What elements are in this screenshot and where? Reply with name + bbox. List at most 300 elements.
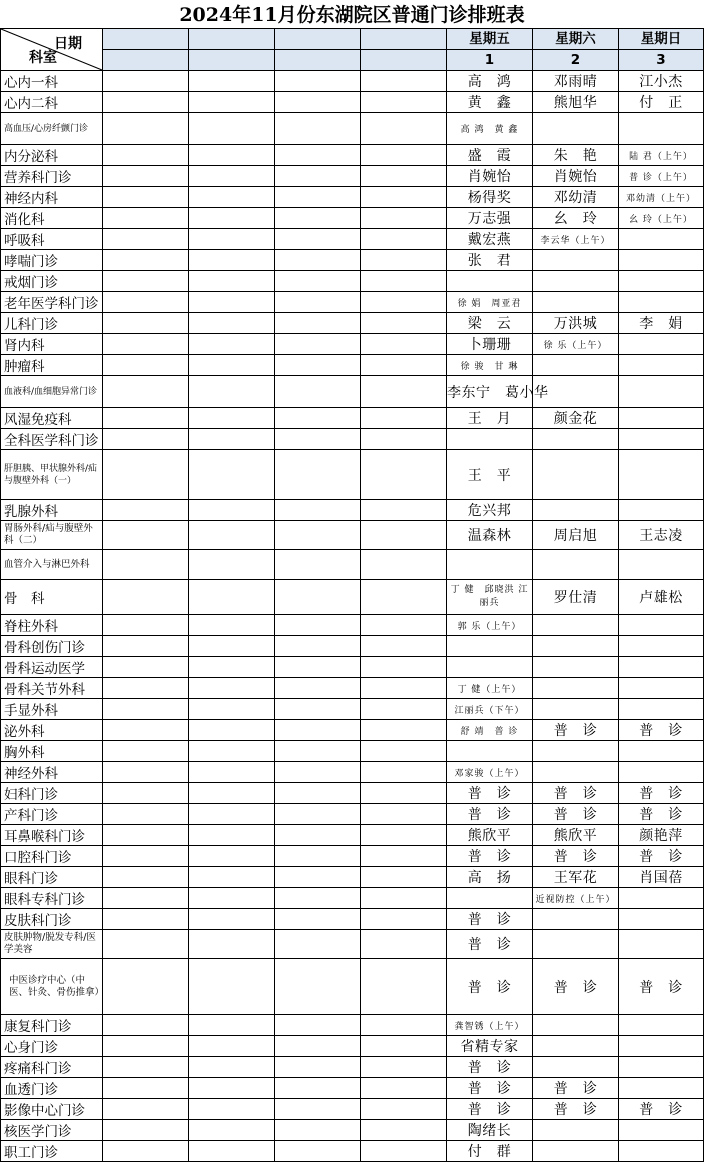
shift-cell-fri: 陶绪长 <box>447 1120 533 1141</box>
dept-name: 骨 科 <box>1 580 103 615</box>
shift-cell-sun <box>619 909 704 930</box>
empty-cell <box>189 741 275 762</box>
header-blank <box>361 50 447 71</box>
empty-cell <box>103 741 189 762</box>
corner-date-label: 日期 <box>54 36 82 52</box>
dept-name: 戒烟门诊 <box>1 271 103 292</box>
shift-cell-sat <box>533 250 619 271</box>
shift-cell-sun <box>619 741 704 762</box>
shift-cell-sun: 王志凌 <box>619 521 704 550</box>
empty-cell <box>361 1057 447 1078</box>
empty-cell <box>361 550 447 580</box>
empty-cell <box>103 930 189 959</box>
weekday-sat: 星期六 <box>533 29 619 50</box>
page-title: 2024年11月份东湖院区普通门诊排班表 <box>179 4 525 26</box>
empty-cell <box>189 250 275 271</box>
shift-cell-sun: 颜艳萍 <box>619 825 704 846</box>
empty-cell <box>103 959 189 1015</box>
empty-cell <box>275 741 361 762</box>
empty-cell <box>189 450 275 500</box>
shift-cell-fri: 危兴邦 <box>447 500 533 521</box>
header-blank <box>275 50 361 71</box>
empty-cell <box>275 1015 361 1036</box>
empty-cell <box>361 615 447 636</box>
shift-cell-fri: 徐 骏 甘 琳 <box>447 355 533 376</box>
shift-cell-sat: 罗仕清 <box>533 580 619 615</box>
table-row <box>1 930 704 959</box>
table-row <box>1 208 704 229</box>
empty-cell <box>103 145 189 166</box>
empty-cell <box>275 71 361 92</box>
empty-cell <box>189 187 275 208</box>
empty-cell <box>361 208 447 229</box>
empty-cell <box>103 229 189 250</box>
dept-name: 骨科运动医学 <box>1 657 103 678</box>
empty-cell <box>275 92 361 113</box>
table-row <box>1 187 704 208</box>
empty-cell <box>103 1036 189 1057</box>
shift-cell-fri: 梁 云 <box>447 313 533 334</box>
shift-cell-sat <box>533 429 619 450</box>
shift-cell-sat <box>533 741 619 762</box>
empty-cell <box>103 762 189 783</box>
shift-cell-sun <box>619 113 704 145</box>
empty-cell <box>361 229 447 250</box>
empty-cell <box>361 271 447 292</box>
shift-cell-fri: 高 鸿 黄 鑫 <box>447 113 533 145</box>
shift-cell-sat <box>533 930 619 959</box>
table-row <box>1 657 704 678</box>
table-row <box>1 959 704 1015</box>
empty-cell <box>275 1036 361 1057</box>
empty-cell <box>361 292 447 313</box>
empty-cell <box>361 313 447 334</box>
header-date-row <box>1 50 704 71</box>
empty-cell <box>189 580 275 615</box>
empty-cell <box>361 166 447 187</box>
empty-cell <box>189 92 275 113</box>
date-sun: 3 <box>619 50 704 71</box>
shift-cell-sat: 邓幼清 <box>533 187 619 208</box>
empty-cell <box>275 208 361 229</box>
header-blank <box>275 29 361 50</box>
table-row <box>1 292 704 313</box>
empty-cell <box>361 657 447 678</box>
shift-cell-fri <box>447 741 533 762</box>
empty-cell <box>275 450 361 500</box>
table-row <box>1 550 704 580</box>
shift-cell-sat: 熊旭华 <box>533 92 619 113</box>
dept-name: 肾内科 <box>1 334 103 355</box>
shift-cell-sun: 肖国蓓 <box>619 867 704 888</box>
empty-cell <box>361 783 447 804</box>
shift-cell-sun: 普 诊 <box>619 783 704 804</box>
shift-cell-sat <box>533 500 619 521</box>
empty-cell <box>103 783 189 804</box>
table-row <box>1 1015 704 1036</box>
dept-name: 影像中心门诊 <box>1 1099 103 1120</box>
empty-cell <box>103 657 189 678</box>
empty-cell <box>103 408 189 429</box>
shift-cell-sat: 邓雨晴 <box>533 71 619 92</box>
dept-name: 心内一科 <box>1 71 103 92</box>
empty-cell <box>361 888 447 909</box>
shift-cell-sun: 普 诊 <box>619 1099 704 1120</box>
shift-cell-sat <box>533 762 619 783</box>
empty-cell <box>275 846 361 867</box>
empty-cell <box>361 580 447 615</box>
dept-name: 消化科 <box>1 208 103 229</box>
empty-cell <box>103 699 189 720</box>
shift-cell-sat: 普 诊 <box>533 720 619 741</box>
table-row <box>1 804 704 825</box>
empty-cell <box>361 720 447 741</box>
empty-cell <box>103 71 189 92</box>
shift-cell-sun: 邓幼清（上午） <box>619 187 704 208</box>
table-row <box>1 615 704 636</box>
shift-cell-fri: 龚智锈（上午） <box>447 1015 533 1036</box>
empty-cell <box>189 867 275 888</box>
header-blank <box>103 29 189 50</box>
empty-cell <box>103 1015 189 1036</box>
empty-cell <box>189 909 275 930</box>
empty-cell <box>189 1141 275 1162</box>
empty-cell <box>275 615 361 636</box>
dept-name: 心身门诊 <box>1 1036 103 1057</box>
empty-cell <box>103 1078 189 1099</box>
empty-cell <box>361 825 447 846</box>
shift-cell-sat <box>533 292 619 313</box>
shift-cell-fri: 徐 娟 周亚君 <box>447 292 533 313</box>
shift-cell-sun <box>619 429 704 450</box>
empty-cell <box>189 783 275 804</box>
empty-cell <box>275 720 361 741</box>
shift-cell-sat: 普 诊 <box>533 1099 619 1120</box>
empty-cell <box>275 500 361 521</box>
shift-cell-sat <box>533 271 619 292</box>
dept-name: 骨科创伤门诊 <box>1 636 103 657</box>
shift-cell-sun <box>619 699 704 720</box>
shift-cell-fri <box>447 657 533 678</box>
header-blank <box>361 29 447 50</box>
dept-name: 妇科门诊 <box>1 783 103 804</box>
shift-cell-sat: 周启旭 <box>533 521 619 550</box>
shift-cell-sun <box>619 408 704 429</box>
shift-cell-sun <box>619 762 704 783</box>
empty-cell <box>361 187 447 208</box>
dept-name: 眼科门诊 <box>1 867 103 888</box>
shift-cell-sun: 普 诊（上午） <box>619 166 704 187</box>
table-row <box>1 250 704 271</box>
shift-cell-fri <box>447 888 533 909</box>
shift-cell-sat <box>533 550 619 580</box>
empty-cell <box>275 145 361 166</box>
dept-name: 脊柱外科 <box>1 615 103 636</box>
dept-name: 内分泌科 <box>1 145 103 166</box>
table-row <box>1 699 704 720</box>
dept-name: 神经内科 <box>1 187 103 208</box>
empty-cell <box>103 580 189 615</box>
empty-cell <box>189 313 275 334</box>
shift-cell-sun <box>619 1036 704 1057</box>
shift-cell-fri: 卜珊珊 <box>447 334 533 355</box>
empty-cell <box>275 1078 361 1099</box>
shift-cell-fri <box>447 550 533 580</box>
shift-cell-fri: 邓家骏（上午） <box>447 762 533 783</box>
shift-cell-sun <box>619 550 704 580</box>
empty-cell <box>275 334 361 355</box>
shift-cell-fri: 张 君 <box>447 250 533 271</box>
dept-name: 康复科门诊 <box>1 1015 103 1036</box>
shift-cell-sat: 熊欣平 <box>533 825 619 846</box>
shift-cell-sun: 普 诊 <box>619 959 704 1015</box>
shift-cell-fri: 普 诊 <box>447 804 533 825</box>
table-row <box>1 145 704 166</box>
empty-cell <box>189 334 275 355</box>
table-row <box>1 888 704 909</box>
shift-cell-fri <box>447 636 533 657</box>
empty-cell <box>189 657 275 678</box>
table-row <box>1 408 704 429</box>
empty-cell <box>189 408 275 429</box>
dept-name: 泌外科 <box>1 720 103 741</box>
shift-cell-sun <box>619 1057 704 1078</box>
shift-cell-sat <box>533 678 619 699</box>
shift-cell-fri: 普 诊 <box>447 959 533 1015</box>
empty-cell <box>103 615 189 636</box>
empty-cell <box>361 846 447 867</box>
shift-cell-sat <box>533 1120 619 1141</box>
empty-cell <box>103 166 189 187</box>
shift-cell-sat: 普 诊 <box>533 1078 619 1099</box>
shift-cell-sat <box>533 636 619 657</box>
empty-cell <box>361 867 447 888</box>
empty-cell <box>275 1120 361 1141</box>
empty-cell <box>189 1057 275 1078</box>
shift-cell-sun <box>619 1120 704 1141</box>
table-row <box>1 783 704 804</box>
shift-cell-sun <box>619 334 704 355</box>
empty-cell <box>275 313 361 334</box>
empty-cell <box>189 762 275 783</box>
empty-cell <box>189 113 275 145</box>
empty-cell <box>361 959 447 1015</box>
dept-name: 心内二科 <box>1 92 103 113</box>
empty-cell <box>103 804 189 825</box>
dept-name: 神经外科 <box>1 762 103 783</box>
shift-cell-sat <box>533 909 619 930</box>
shift-cell-fri: 肖婉怡 <box>447 166 533 187</box>
empty-cell <box>189 678 275 699</box>
shift-cell-sun: 普 诊 <box>619 846 704 867</box>
empty-cell <box>103 113 189 145</box>
table-row <box>1 166 704 187</box>
empty-cell <box>189 292 275 313</box>
dept-name: 哮喘门诊 <box>1 250 103 271</box>
date-fri: 1 <box>447 50 533 71</box>
empty-cell <box>189 1120 275 1141</box>
shift-cell-sun <box>619 1015 704 1036</box>
shift-cell-fri <box>447 271 533 292</box>
shift-cell-sun <box>619 888 704 909</box>
shift-cell-sun: 陆 君（上午） <box>619 145 704 166</box>
table-row <box>1 92 704 113</box>
empty-cell <box>275 762 361 783</box>
empty-cell <box>103 867 189 888</box>
dept-name: 中医诊疗中心（中医、针灸、骨伤推拿） <box>1 959 103 1015</box>
empty-cell <box>275 550 361 580</box>
dept-name: 肝胆胰、甲状腺外科/疝与腹壁外科（一） <box>1 450 103 500</box>
empty-cell <box>103 250 189 271</box>
header-corner <box>1 29 103 71</box>
empty-cell <box>189 888 275 909</box>
empty-cell <box>103 909 189 930</box>
table-row <box>1 636 704 657</box>
shift-cell-sun: 付 正 <box>619 92 704 113</box>
schedule-table <box>0 28 704 1162</box>
shift-cell-sat <box>533 355 619 376</box>
table-row <box>1 376 704 408</box>
dept-name: 皮肤肿物/脱发专科/医学美容 <box>1 930 103 959</box>
shift-cell-sun <box>619 1141 704 1162</box>
table-row <box>1 334 704 355</box>
dept-name: 口腔科门诊 <box>1 846 103 867</box>
dept-name: 职工门诊 <box>1 1141 103 1162</box>
shift-cell-fri: 普 诊 <box>447 783 533 804</box>
shift-cell-sun <box>619 271 704 292</box>
empty-cell <box>189 208 275 229</box>
dept-name: 胃肠外科/疝与腹壁外科（二） <box>1 521 103 550</box>
empty-cell <box>103 376 189 408</box>
shift-cell-fri: 杨得奖 <box>447 187 533 208</box>
empty-cell <box>361 1141 447 1162</box>
empty-cell <box>189 959 275 1015</box>
empty-cell <box>275 429 361 450</box>
empty-cell <box>361 408 447 429</box>
shift-cell-sat: 李云华（上午） <box>533 229 619 250</box>
empty-cell <box>361 699 447 720</box>
table-row <box>1 1120 704 1141</box>
dept-name: 全科医学科门诊 <box>1 429 103 450</box>
shift-cell-sat: 万洪城 <box>533 313 619 334</box>
shift-cell-fri: 万志强 <box>447 208 533 229</box>
shift-cell-sat: 普 诊 <box>533 783 619 804</box>
dept-name: 骨科关节外科 <box>1 678 103 699</box>
empty-cell <box>103 1120 189 1141</box>
empty-cell <box>103 208 189 229</box>
empty-cell <box>361 376 447 408</box>
table-row <box>1 450 704 500</box>
empty-cell <box>361 741 447 762</box>
table-row <box>1 1141 704 1162</box>
empty-cell <box>275 250 361 271</box>
empty-cell <box>103 636 189 657</box>
empty-cell <box>361 636 447 657</box>
empty-cell <box>103 500 189 521</box>
shift-cell-sat: 王军花 <box>533 867 619 888</box>
weekday-sun: 星期日 <box>619 29 704 50</box>
empty-cell <box>361 762 447 783</box>
dept-name: 高血压/心房纤颤门诊 <box>1 113 103 145</box>
dept-name: 眼科专科门诊 <box>1 888 103 909</box>
empty-cell <box>189 376 275 408</box>
shift-cell-sun <box>619 376 704 408</box>
empty-cell <box>275 804 361 825</box>
empty-cell <box>189 429 275 450</box>
empty-cell <box>189 271 275 292</box>
table-row <box>1 678 704 699</box>
empty-cell <box>189 636 275 657</box>
table-row <box>1 741 704 762</box>
shift-cell-sat <box>533 615 619 636</box>
empty-cell <box>103 846 189 867</box>
empty-cell <box>275 678 361 699</box>
table-row <box>1 429 704 450</box>
shift-cell-sun: 普 诊 <box>619 720 704 741</box>
empty-cell <box>275 930 361 959</box>
table-row <box>1 71 704 92</box>
empty-cell <box>189 1099 275 1120</box>
dept-name: 儿科门诊 <box>1 313 103 334</box>
empty-cell <box>103 550 189 580</box>
empty-cell <box>103 720 189 741</box>
shift-cell-fri: 普 诊 <box>447 846 533 867</box>
empty-cell <box>103 521 189 550</box>
shift-cell-sat <box>533 657 619 678</box>
empty-cell <box>361 1015 447 1036</box>
table-row <box>1 909 704 930</box>
empty-cell <box>189 521 275 550</box>
table-row <box>1 500 704 521</box>
shift-cell-fri: 普 诊 <box>447 909 533 930</box>
shift-cell-sat: 幺 玲 <box>533 208 619 229</box>
empty-cell <box>189 500 275 521</box>
table-row <box>1 1078 704 1099</box>
shift-cell-fri: 盛 霞 <box>447 145 533 166</box>
dept-name: 核医学门诊 <box>1 1120 103 1141</box>
empty-cell <box>361 909 447 930</box>
empty-cell <box>361 71 447 92</box>
empty-cell <box>275 376 361 408</box>
shift-cell-fri: 丁 健（上午） <box>447 678 533 699</box>
shift-cell-sat: 肖婉怡 <box>533 166 619 187</box>
shift-cell-sun <box>619 930 704 959</box>
shift-cell-fri: 戴宏燕 <box>447 229 533 250</box>
empty-cell <box>103 313 189 334</box>
shift-cell-fri: 普 诊 <box>447 930 533 959</box>
table-row <box>1 355 704 376</box>
empty-cell <box>275 229 361 250</box>
empty-cell <box>275 166 361 187</box>
corner-dept-label: 科室 <box>29 50 57 66</box>
shift-cell-fri: 丁 健 邱晓洪 江丽兵 <box>447 580 533 615</box>
empty-cell <box>361 145 447 166</box>
empty-cell <box>189 1078 275 1099</box>
empty-cell <box>189 71 275 92</box>
table-row <box>1 229 704 250</box>
empty-cell <box>189 930 275 959</box>
dept-name: 营养科门诊 <box>1 166 103 187</box>
dept-name: 乳腺外科 <box>1 500 103 521</box>
shift-cell-sat <box>533 699 619 720</box>
shift-cell-fri: 王 月 <box>447 408 533 429</box>
table-row <box>1 271 704 292</box>
dept-name: 疼痛科门诊 <box>1 1057 103 1078</box>
dept-name: 血透门诊 <box>1 1078 103 1099</box>
dept-name: 呼吸科 <box>1 229 103 250</box>
empty-cell <box>275 521 361 550</box>
dept-name: 手显外科 <box>1 699 103 720</box>
